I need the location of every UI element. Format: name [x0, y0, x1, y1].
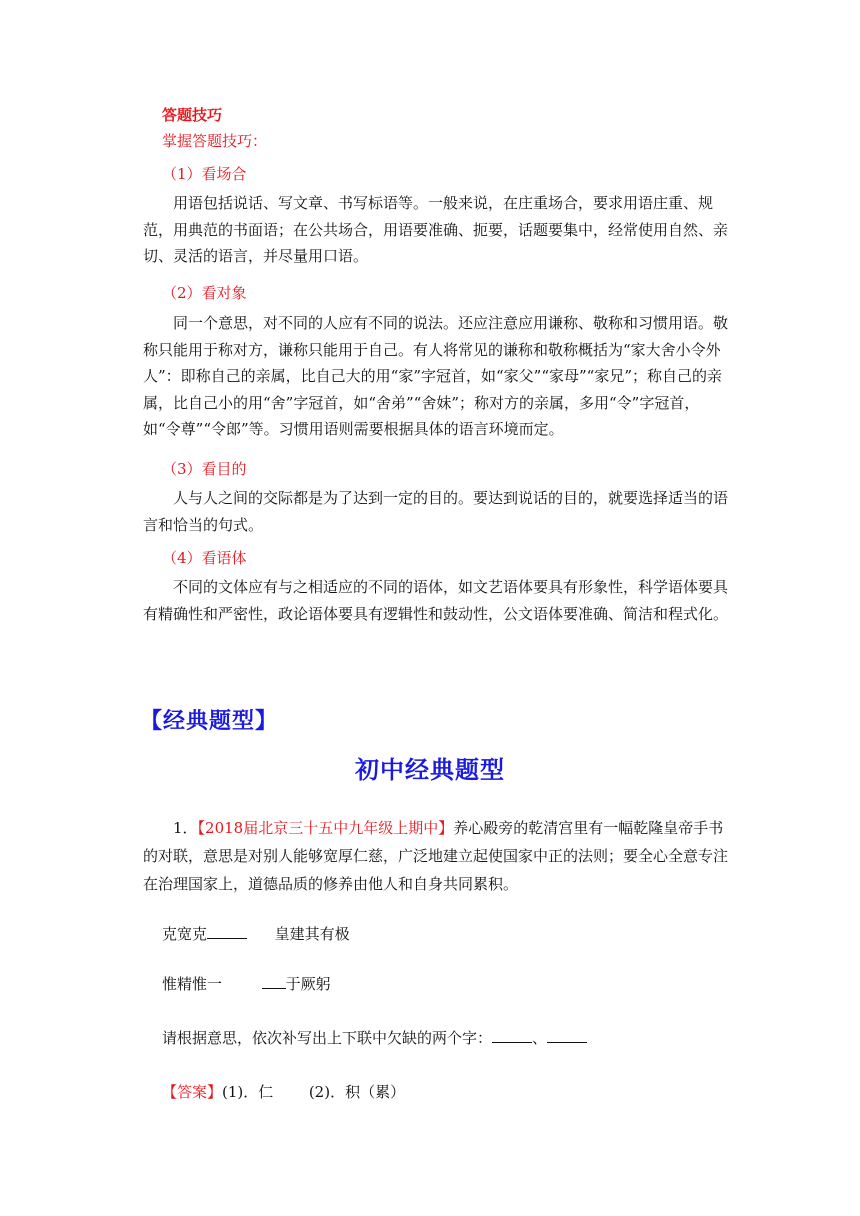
blank-separator: 、 [532, 1029, 548, 1047]
tip-text-4: 不同的文体应有与之相适应的不同的语体，如文艺语体要具有形象性，科学语体要具有精确性和严密性，政论语体要具有逻辑性和鼓动性，公文语体要准确、简洁和程式化。 [143, 578, 729, 623]
fill-prompt-text: 请根据意思，依次补写出上下联中欠缺的两个字： [162, 1029, 493, 1047]
answer-blank-2 [547, 1028, 587, 1043]
question-text: 养心殿旁的乾清宫里有一幅乾隆皇帝手书的对联，意思是对别人能够宽厚仁慈，广泛地建立起使国家中正的法则；要全心全意专注在治理国家上，道德品质的修养由他人和自身共同累积。 [143, 819, 729, 893]
tip-heading-3: （3）看目的 [162, 460, 247, 478]
answer-label: 【答案】 [162, 1083, 223, 1101]
section-title: 初中经典题型 [355, 755, 505, 784]
tip-heading-2: （2）看对象 [162, 284, 247, 302]
couplet-line-1 [162, 923, 350, 946]
question-source: 【2018届北京三十五中九年级上期中】 [197, 819, 454, 837]
fill-prompt [162, 1027, 587, 1050]
question-number: 1． [173, 819, 198, 837]
couplet-line-2-left: 惟精惟一 [162, 975, 223, 993]
question-stem [143, 814, 733, 898]
answer-blank-1 [492, 1028, 532, 1043]
tip-text-2: 同一个意思，对不同的人应有不同的说法。还应注意应用谦称、敬称和习惯用语。敬称只能用于称对方，谦称只能用于自己。有人将常见的谦称和敬称概括为“家大舍小令外人”：即称自己的亲属，比自己大的用“家”字冠首，如“家父”“家母”“家兄”；称自己的亲属，比自己小的用“舍”字冠首，如“舍弟”“舍妹”；称对方的亲属，多用“令”字冠首，如“令尊”“令郎”等。习惯用语则需要根据具体的语言环境而定。 [143, 314, 729, 438]
tip-text-3: 人与人之间的交际都是为了达到一定的目的。要达到说话的目的，就要选择适当的语言和恰当的句式。 [143, 489, 729, 534]
answer-part-2: (2)．积（累） [308, 1083, 406, 1101]
tip-heading-1: （1）看场合 [162, 165, 247, 183]
couplet-blank-1 [207, 924, 247, 939]
answer-part-1: (1)．仁 [222, 1083, 274, 1101]
couplet-line-2-right: 于厥躬 [285, 975, 331, 993]
couplet-line-1-left: 克宽克 [162, 925, 208, 943]
tips-title: 答题技巧 [162, 106, 223, 124]
tip-text-1: 用语包括说话、写文章、书写标语等。一般来说，在庄重场合，要求用语庄重、规范，用典范的书面语；在公共场合，用语要准确、扼要，话题要集中，经常使用自然、亲切、灵活的语言，并尽量用口语。 [143, 194, 729, 265]
section-heading: 【经典题型】 [140, 708, 279, 734]
tip-heading-4: （4）看语体 [162, 549, 247, 567]
couplet-blank-2 [262, 974, 286, 989]
couplet-line-1-right: 皇建其有极 [274, 925, 350, 943]
tips-intro: 掌握答题技巧： [162, 132, 268, 150]
couplet-line-2 [162, 973, 331, 996]
answer-line [162, 1081, 405, 1104]
